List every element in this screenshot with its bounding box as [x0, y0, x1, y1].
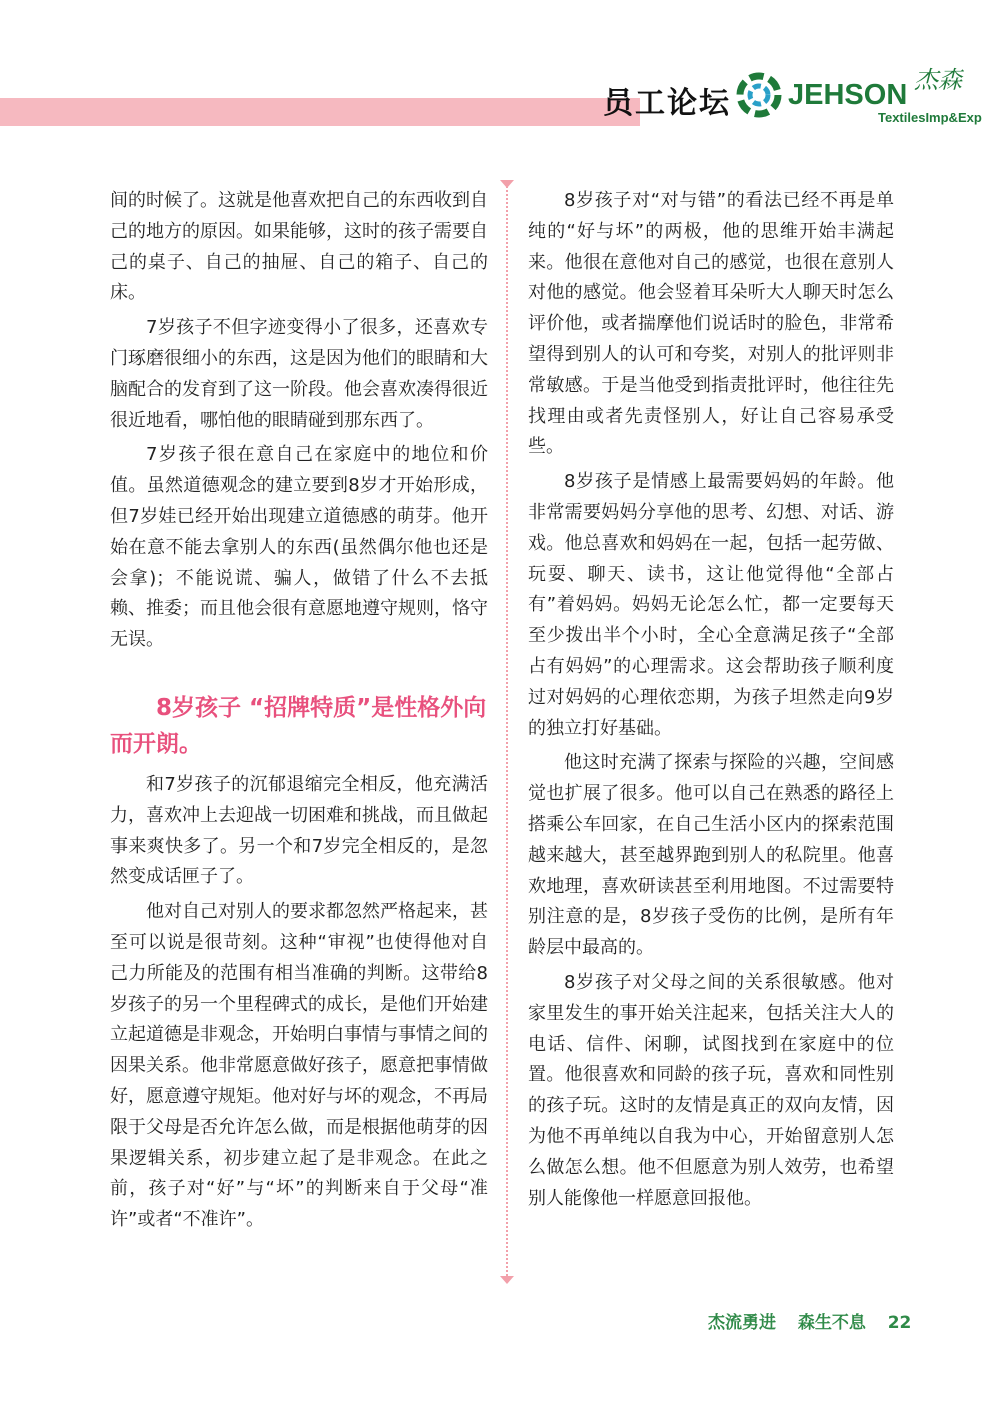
divider-bottom-arrow-icon — [500, 1276, 514, 1284]
header-band — [0, 98, 640, 126]
logo-chinese-script: 杰森 — [914, 66, 962, 94]
paragraph: 8岁孩子对父母之间的关系很敏感。他对家里发生的事开始关注起来，包括关注大人的电话、信件、闲聊，试图找到在家庭中的位置。他很喜欢和同龄的孩子玩，喜欢和同性别的孩子玩。这时的友情是真正的双向友情，因为他不再单纯以自我为中心，开始留意别人怎么做怎么想。他不但愿意为别人效劳，也希望别人能像他一样愿意回报他。 — [528, 971, 894, 1209]
logo-wordmark: JEHSON — [788, 79, 908, 111]
paragraph: 8岁孩子是情感上最需要妈妈的年龄。他非常需要妈妈分享他的思考、幻想、对话、游戏。他总喜欢和妈妈在一起，包括一起劳做、玩耍、聊天、读书，这让他觉得他“全部占有”着妈妈。妈妈无论怎么忙，都一定要每天至少拨出半个小时，全心全意满足孩子“全部占有妈妈”的心理需求。这会帮助孩子顺利度过对妈妈的心理依恋期，为孩子坦然走向9岁的独立打好基础。 — [528, 471, 894, 739]
paragraph: 8岁孩子对“对与错”的看法已经不再是单纯的“好与坏”的两极，他的思维开始丰满起来。他很在意他对自己的感觉，也很在意别人对他的感觉。他会竖着耳朵听大人聊天时怎么评价他，或者揣摩他们说话时的脸色，非常希望得到别人的认可和夸奖，对别人的批评则非常敏感。于是当他受到指责批评时，他往往先找理由或者先责怪别人，好让自己容易承受些。 — [528, 190, 894, 458]
page-number: 22 — [887, 1313, 912, 1333]
paragraph: 7岁孩子不但字迹变得小了很多，还喜欢专门琢磨很细小的东西，这是因为他们的眼睛和大脑配合的发育到了这一阶段。他会喜欢凑得很近很近地看，哪怕他的眼睛碰到那东西了。 — [110, 317, 488, 431]
left-column — [110, 186, 488, 1240]
paragraph: 他对自己对别人的要求都忽然严格起来，甚至可以说是很苛刻。这种“审视”也使得他对自己力所能及的范围有相当准确的判断。这带给8岁孩子的另一个里程碑式的成长，是他们开始建立起道德是非观念，开始明白事情与事情之间的因果关系。他非常愿意做好孩子，愿意把事情做好，愿意遵守规矩。他对好与坏的观念，不再局限于父母是否允许怎么做，而是根据他萌芽的因果逻辑关系，初步建立起了是非观念。在此之前，孩子对“好”与“坏”的判断来自于父母“准许”或者“不准许”。 — [110, 901, 488, 1231]
paragraph: 间的时候了。这就是他喜欢把自己的东西收到自己的地方的原因。如果能够，这时的孩子需要自己的桌子、自己的抽屉、自己的箱子、自己的床。 — [110, 190, 488, 304]
page-footer — [708, 1308, 918, 1338]
paragraph: 和7岁孩子的沉郁退缩完全相反，他充满活力，喜欢冲上去迎战一切困难和挑战，而且做起事来爽快多了。另一个和7岁完全相反的，是忽然变成话匣子了。 — [110, 773, 488, 888]
logo-swirl-icon — [736, 72, 782, 118]
paragraph: 7岁孩子很在意自己在家庭中的地位和价值。虽然道德观念的建立要到8岁才开始形成，但7岁娃已经开始出现建立道德感的萌芽。他开始在意不能去拿别人的东西(虽然偶尔他也还是会拿)；不能说谎、骗人，做错了什么不去抵赖、推委；而且他会很有意愿地遵守规则，恪守无误。 — [110, 444, 488, 651]
column-divider — [506, 186, 508, 1276]
footer-slogan-1: 杰流勇进 — [708, 1313, 776, 1333]
section-title: 员工论坛 — [603, 86, 731, 121]
right-column — [528, 186, 894, 1218]
paragraph: 他这时充满了探索与探险的兴趣，空间感觉也扩展了很多。他可以自己在熟悉的路径上搭乘公车回家，在自己生活小区内的探索范围越来越大，甚至越界跑到别人的私院里。他喜欢地理，喜欢研读甚至利用地图。不过需要特别注意的是，8岁孩子受伤的比例，是所有年龄层中最高的。 — [528, 752, 894, 959]
section-heading: 8岁孩子 “招牌特质”是性格外向而开朗。 — [110, 694, 487, 757]
jehson-logo — [728, 52, 990, 130]
footer-slogan-2: 森生不息 — [797, 1313, 866, 1333]
logo-tagline: TextilesImp&Exp — [878, 110, 982, 125]
